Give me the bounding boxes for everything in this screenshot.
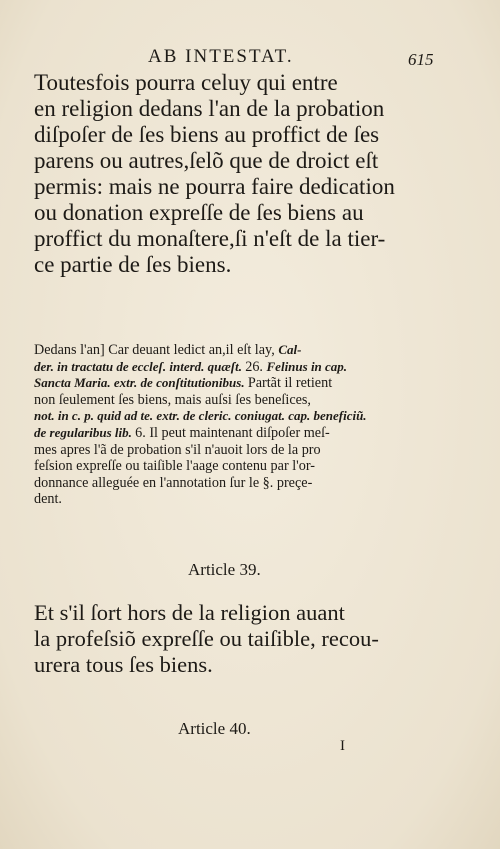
note-citation: der. in tractatu de eccleſ. interd. quæſt. — [34, 358, 246, 374]
text-line — [34, 278, 434, 304]
text-line: urera tous ſes biens. — [34, 652, 213, 677]
note-line — [34, 342, 434, 359]
note-citation: Cal- — [278, 342, 302, 357]
note-citation: not. in c. p. quid ad te. extr. de cleric. coniugat. cap. beneficiũ. — [34, 408, 367, 424]
note-line — [34, 359, 434, 376]
note-line — [34, 375, 434, 392]
text-line: en religion dedans l'an de la probation — [34, 96, 385, 121]
note-line: feſsion expreſſe ou taiſible l'aage contenu par l'or- — [34, 458, 315, 475]
text-line: ou donation expreſſe de ſes biens au — [34, 200, 364, 225]
note-citation: Felinus in cap. — [266, 358, 348, 374]
note-line: mes apres l'ã de probation s'il n'auoit lors de la pro — [34, 441, 321, 458]
text-line: Et s'il ſort hors de la religion auant — [34, 600, 345, 625]
note-line — [34, 425, 434, 442]
running-head: AB INTESTAT. — [148, 46, 294, 67]
text-line: diſpoſer de ſes biens au proffict de ſes — [34, 122, 380, 147]
note-citation: de regularibus lib. — [34, 424, 136, 440]
note-line — [34, 408, 434, 425]
note-line: donnance alleguée en l'annotation ſur le §. preçe- — [34, 474, 313, 491]
text-line: parens ou autres,ſelõ que de droict eſt — [34, 148, 379, 173]
main-paragraph-1 — [34, 70, 434, 304]
note-line: non ſeulement ſes biens, mais auſsi ſes beneſices, — [34, 391, 311, 408]
note-text: Dedans l'an] Car deuant ledict an,il eſt lay, — [34, 342, 279, 358]
note-text: 26. — [245, 358, 267, 375]
text-line: Toutesfois pourra celuy qui entre — [34, 70, 338, 95]
text-line: ce partie de ſes biens. — [34, 252, 232, 277]
note-text: Partãt il retient — [247, 375, 333, 392]
article-heading: Article 40. — [178, 719, 251, 738]
text-line: proffict du monaſtere,ſi n'eſt de la tier- — [34, 226, 386, 251]
note-line: dent. — [34, 491, 62, 508]
signature-mark: I — [340, 738, 345, 754]
text-line: la profeſsiõ expreſſe ou taiſible, recou- — [34, 626, 379, 651]
note-citation: Sancta Maria. extr. de conſtitutionibus. — [34, 375, 248, 391]
note-line — [34, 508, 434, 525]
page-number: 615 — [408, 50, 434, 69]
article-heading: Article 39. — [188, 560, 261, 579]
note-text: 6. Il peut maintenant diſpoſer meſ- — [135, 424, 330, 441]
main-paragraph-2 — [34, 600, 434, 678]
annotation-note — [34, 342, 434, 525]
text-line: permis: mais ne pourra faire dedication — [34, 174, 395, 199]
